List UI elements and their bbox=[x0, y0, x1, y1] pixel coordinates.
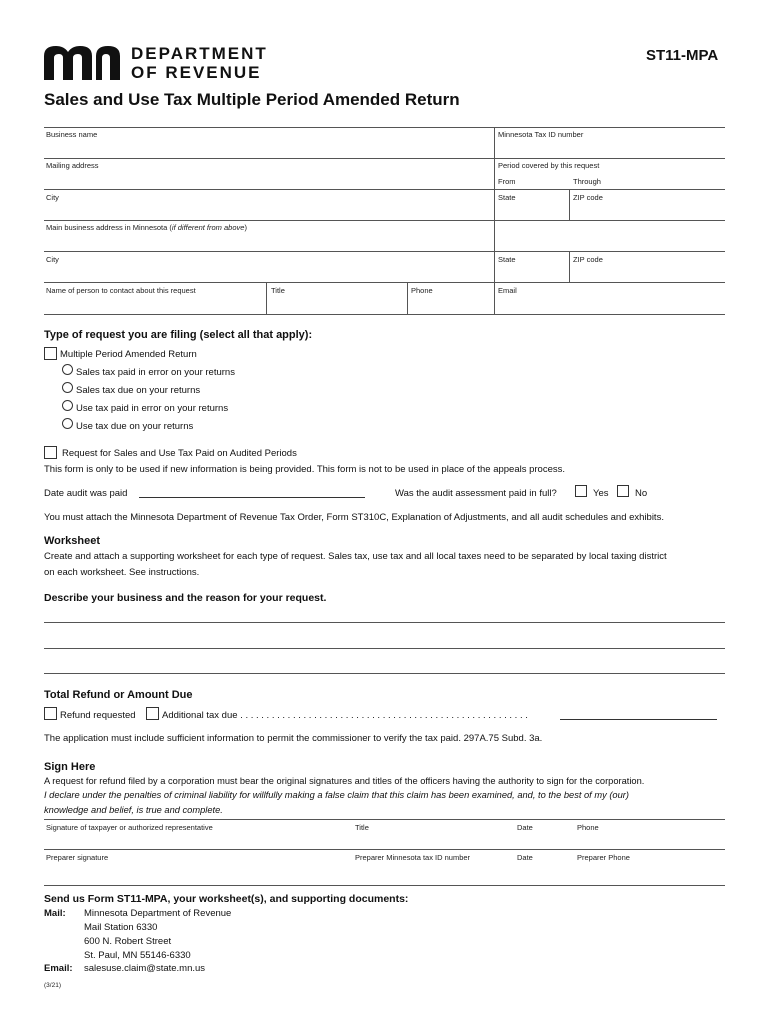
rule bbox=[44, 127, 725, 128]
sign-line1: A request for refund filed by a corporation must bear the original signatures and titles of the officers having the authority to sign for the corporation. bbox=[44, 776, 645, 786]
zip2-label: ZIP code bbox=[573, 255, 603, 264]
business-name-label: Business name bbox=[46, 130, 98, 139]
send-heading: Send us Form ST11-MPA, your worksheet(s), and supporting documents: bbox=[44, 893, 409, 905]
option-label: Use tax paid in error on your returns bbox=[76, 403, 229, 414]
refund-label: Refund requested bbox=[60, 710, 136, 721]
rule bbox=[44, 220, 725, 221]
date-audit-line[interactable] bbox=[139, 497, 365, 498]
option-label: Sales tax paid in error on your returns bbox=[76, 367, 235, 378]
option-label: Use tax due on your returns bbox=[76, 421, 194, 432]
describe-line[interactable] bbox=[44, 673, 725, 674]
request-type-heading: Type of request you are filing (select all that apply): bbox=[44, 329, 313, 341]
rule bbox=[44, 251, 725, 252]
mailing-address-label: Mailing address bbox=[46, 161, 99, 170]
option-radio[interactable] bbox=[62, 382, 73, 393]
state-label: State bbox=[498, 193, 516, 202]
period-covered-label: Period covered by this request bbox=[498, 161, 600, 170]
mail-label: Mail: bbox=[44, 908, 66, 919]
main-address-prefix: Main business address in Minnesota ( bbox=[46, 223, 172, 232]
mail-line: Mail Station 6330 bbox=[84, 922, 158, 933]
describe-line[interactable] bbox=[44, 622, 725, 623]
yes-label: Yes bbox=[593, 488, 609, 499]
divider bbox=[407, 282, 408, 315]
agency-name-line2: OF REVENUE bbox=[131, 63, 262, 82]
amount-line[interactable] bbox=[560, 719, 717, 720]
sig-title-label: Title bbox=[355, 823, 369, 832]
audited-note: This form is only to be used if new information is being provided. This form is not to be used in place of the appeals process. bbox=[44, 464, 566, 475]
option-radio[interactable] bbox=[62, 364, 73, 375]
agency-name-line1: DEPARTMENT bbox=[131, 44, 268, 63]
attach-note: You must attach the Minnesota Department of Revenue Tax Order, Form ST310C, Explanation of Adjustments, and all audit schedules and exhibits. bbox=[44, 512, 664, 523]
option-radio[interactable] bbox=[62, 418, 73, 429]
preparer-phone-label: Preparer Phone bbox=[577, 853, 630, 862]
audited-checkbox[interactable] bbox=[44, 446, 57, 459]
sig-taxpayer-label: Signature of taxpayer or authorized representative bbox=[46, 823, 213, 832]
main-address-italic: if different from above bbox=[171, 223, 245, 232]
option-radio[interactable] bbox=[62, 400, 73, 411]
mn-logo-icon bbox=[44, 46, 124, 80]
title-label: Title bbox=[271, 286, 285, 295]
mail-line: Minnesota Department of Revenue bbox=[84, 908, 232, 919]
preparer-date-label: Date bbox=[517, 853, 533, 862]
email-send-label: Email: bbox=[44, 963, 73, 974]
multiple-period-checkbox[interactable] bbox=[44, 347, 57, 360]
form-title: Sales and Use Tax Multiple Period Amended Return bbox=[44, 90, 460, 109]
city-label: City bbox=[46, 193, 59, 202]
city2-label: City bbox=[46, 255, 59, 264]
email-label: Email bbox=[498, 286, 517, 295]
sig-date-label: Date bbox=[517, 823, 533, 832]
phone-label: Phone bbox=[411, 286, 433, 295]
state2-label: State bbox=[498, 255, 516, 264]
no-checkbox[interactable] bbox=[617, 485, 629, 497]
revision-date: (3/21) bbox=[44, 982, 61, 989]
worksheet-line2: on each worksheet. See instructions. bbox=[44, 567, 200, 578]
form-id: ST11-MPA bbox=[646, 47, 719, 64]
mail-line: 600 N. Robert Street bbox=[84, 936, 172, 947]
rule bbox=[44, 819, 725, 820]
audited-label: Request for Sales and Use Tax Paid on Audited Periods bbox=[62, 448, 297, 459]
total-note: The application must include sufficient information to permit the commissioner to verify the tax paid. 297A.75 Subd. 3a. bbox=[44, 733, 543, 744]
divider bbox=[569, 251, 570, 282]
divider bbox=[494, 127, 495, 315]
email-address[interactable]: salesuse.claim@state.mn.us bbox=[84, 963, 206, 974]
rule bbox=[44, 314, 725, 315]
total-heading: Total Refund or Amount Due bbox=[44, 689, 193, 701]
additional-tax-checkbox[interactable] bbox=[146, 707, 159, 720]
main-address-label bbox=[46, 223, 247, 232]
rule bbox=[44, 849, 725, 850]
sig-phone-label: Phone bbox=[577, 823, 599, 832]
audit-question: Was the audit assessment paid in full? bbox=[395, 488, 557, 499]
sign-line2: I declare under the penalties of criminal liability for willfully making a false claim that this claim has been examined, and, to the best of my (our) bbox=[44, 790, 629, 800]
divider bbox=[569, 189, 570, 220]
zip-label: ZIP code bbox=[573, 193, 603, 202]
rule bbox=[44, 282, 725, 283]
divider bbox=[266, 282, 267, 315]
preparer-id-label: Preparer Minnesota tax ID number bbox=[355, 853, 471, 862]
rule bbox=[44, 189, 725, 190]
sign-heading: Sign Here bbox=[44, 761, 96, 773]
describe-heading: Describe your business and the reason for your request. bbox=[44, 592, 327, 604]
from-label: From bbox=[498, 177, 516, 186]
contact-name-label: Name of person to contact about this request bbox=[46, 286, 196, 295]
worksheet-heading: Worksheet bbox=[44, 535, 101, 547]
refund-checkbox[interactable] bbox=[44, 707, 57, 720]
date-audit-label: Date audit was paid bbox=[44, 488, 128, 499]
main-address-suffix: ) bbox=[244, 223, 247, 232]
additional-tax-label: Additional tax due . . . . . . . . . . . . . . . . . . . . . . . . . . . . . . . . . . . . . . . . . . . . . . . . . . . . . . . bbox=[162, 710, 528, 721]
agency-logo bbox=[44, 46, 124, 80]
no-label: No bbox=[635, 488, 648, 499]
through-label: Through bbox=[573, 177, 601, 186]
multiple-period-label: Multiple Period Amended Return bbox=[60, 349, 197, 360]
describe-line[interactable] bbox=[44, 648, 725, 649]
mn-tax-id-label: Minnesota Tax ID number bbox=[498, 130, 584, 139]
yes-checkbox[interactable] bbox=[575, 485, 587, 497]
worksheet-line1: Create and attach a supporting worksheet for each type of request. Sales tax, use tax and all local taxes need to be separated by local taxing district bbox=[44, 551, 667, 562]
sign-line3: knowledge and belief, is true and complete. bbox=[44, 805, 223, 815]
option-label: Sales tax due on your returns bbox=[76, 385, 201, 396]
rule bbox=[44, 885, 725, 886]
mail-line: St. Paul, MN 55146-6330 bbox=[84, 950, 191, 961]
preparer-sig-label: Preparer signature bbox=[46, 853, 109, 862]
rule bbox=[44, 158, 725, 159]
